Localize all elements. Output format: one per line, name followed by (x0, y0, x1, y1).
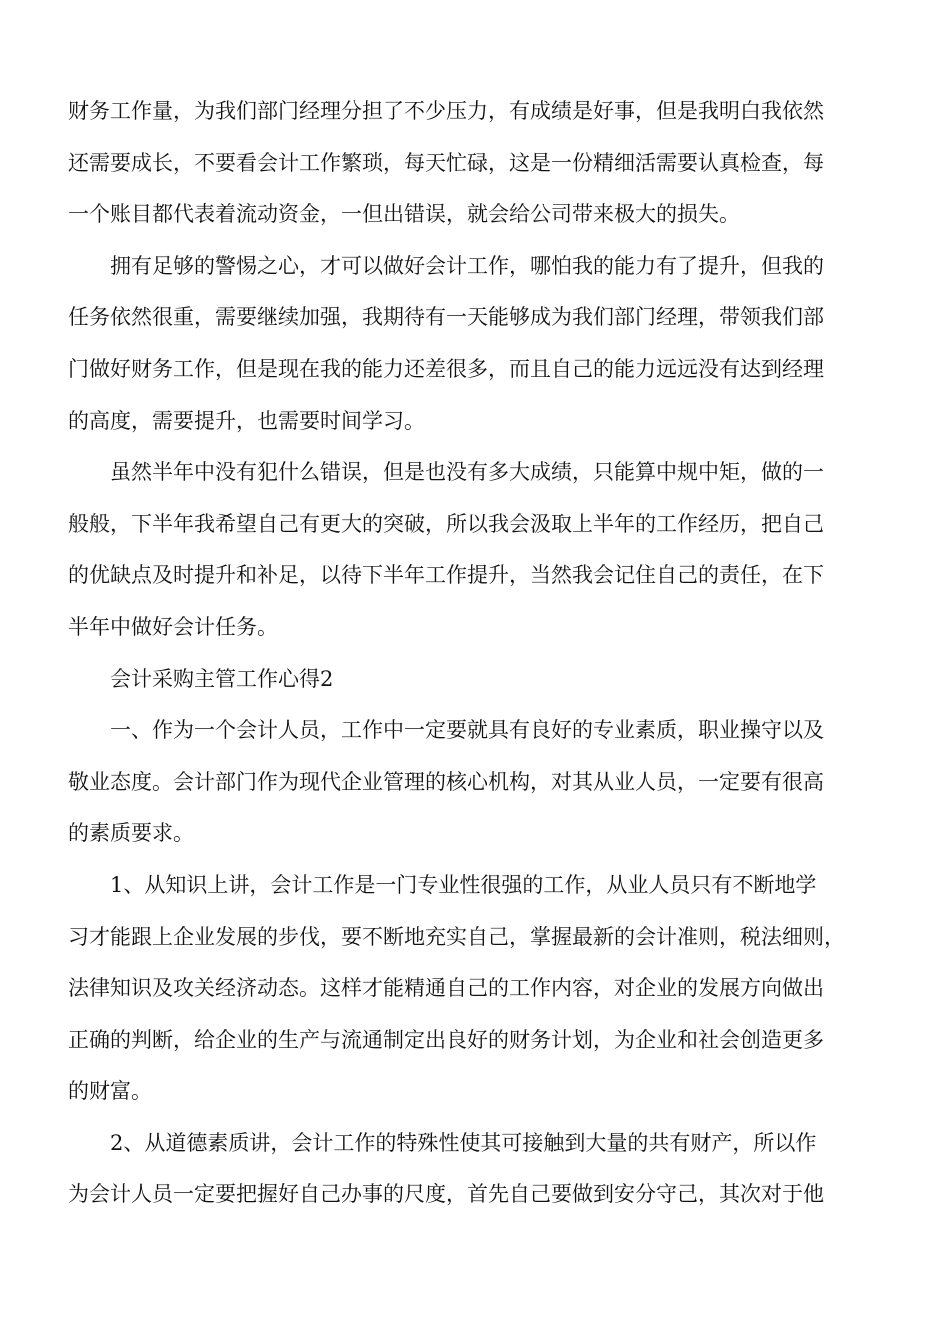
paragraph-2 (68, 241, 882, 447)
paragraph-line: 任务依然很重，需要继续加强，我期待有一天能够成为我们部门经理，带领我们部 (68, 305, 824, 330)
paragraph-line: 一、作为一个会计人员，工作中一定要就具有良好的专业素质，职业操守以及 (110, 718, 824, 743)
paragraph-3 (68, 447, 882, 653)
paragraph-line: 还需要成长，不要看会计工作繁琐，每天忙碌，这是一份精细活需要认真检查，每 (68, 150, 824, 175)
paragraph-line: 般般，下半年我希望自己有更大的突破，所以我会汲取上半年的工作经历，把自己 (68, 511, 824, 536)
paragraph-line: 一个账目都代表着流动资金，一但出错误，就会给公司带来极大的损失。 (68, 202, 740, 227)
paragraph-5 (68, 705, 882, 860)
document-body (68, 86, 882, 1221)
paragraph-line: 的素质要求。 (68, 821, 194, 846)
paragraph-line: 的财富。 (68, 1079, 152, 1104)
paragraph-line: 为会计人员一定要把握好自己办事的尺度，首先自己要做到安分守己，其次对于他 (68, 1182, 824, 1207)
paragraph-line: 习才能跟上企业发展的步伐，要不断地充实自己，掌握最新的会计准则，税法细则， (68, 924, 845, 949)
paragraph-line: 虽然半年中没有犯什么错误，但是也没有多大成绩，只能算中规中矩，做的一 (110, 460, 824, 485)
paragraph-line: 1、从知识上讲，会计工作是一门专业性很强的工作，从业人员只有不断地学 (110, 872, 817, 897)
paragraph-line: 门做好财务工作，但是现在我的能力还差很多，而且自己的能力远远没有达到经理 (68, 356, 824, 381)
paragraph-1 (68, 86, 882, 241)
paragraph-6 (68, 860, 882, 1118)
section-heading-text: 会计采购主管工作心得2 (110, 666, 334, 691)
paragraph-7 (68, 1118, 882, 1221)
section-heading (68, 654, 882, 706)
paragraph-line: 法律知识及攻关经济动态。这样才能精通自己的工作内容，对企业的发展方向做出 (68, 976, 824, 1001)
paragraph-line: 财务工作量，为我们部门经理分担了不少压力，有成绩是好事，但是我明白我依然 (68, 99, 824, 123)
paragraph-line: 敬业态度。会计部门作为现代企业管理的核心机构，对其从业人员，一定要有很高 (68, 769, 824, 794)
paragraph-line: 2、从道德素质讲，会计工作的特殊性使其可接触到大量的共有财产，所以作 (110, 1130, 817, 1155)
paragraph-line: 的高度，需要提升，也需要时间学习。 (68, 408, 425, 433)
paragraph-line: 的优缺点及时提升和补足，以待下半年工作提升，当然我会记住自己的责任，在下 (68, 563, 824, 588)
paragraph-line: 正确的判断，给企业的生产与流通制定出良好的财务计划，为企业和社会创造更多 (68, 1027, 824, 1052)
paragraph-line: 半年中做好会计任务。 (68, 614, 278, 639)
paragraph-line: 拥有足够的警惕之心，才可以做好会计工作，哪怕我的能力有了提升，但我的 (110, 253, 824, 278)
